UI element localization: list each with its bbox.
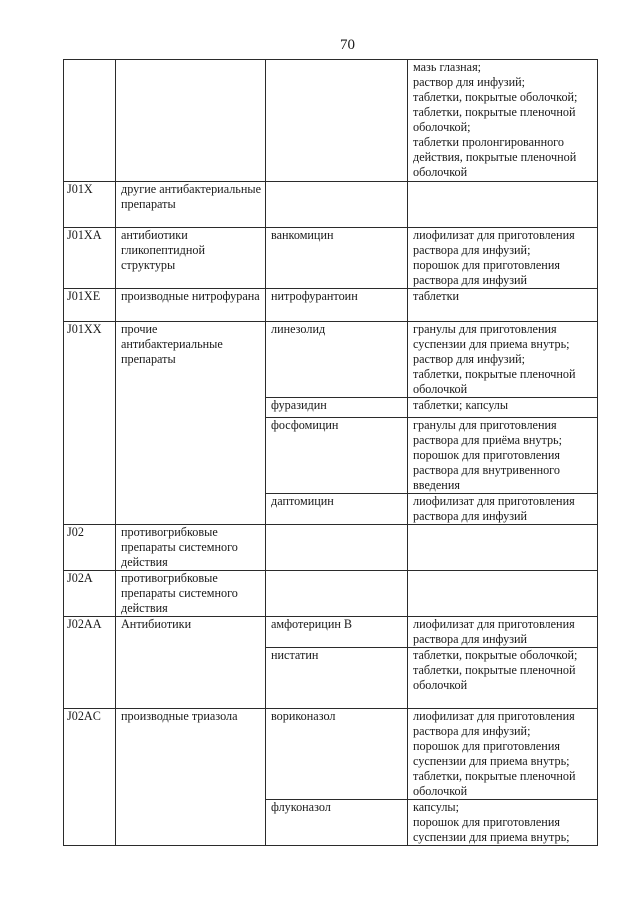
dosage-form: порошок для приготовления раствора для инфузий bbox=[413, 258, 560, 287]
table-row bbox=[64, 228, 598, 289]
table-row bbox=[64, 525, 598, 571]
drug-cell: линезолид bbox=[266, 322, 408, 398]
forms-cell bbox=[408, 418, 598, 494]
dosage-form: таблетки, покрытые пленочной оболочкой bbox=[413, 367, 576, 396]
forms-cell bbox=[408, 182, 598, 228]
drug-cell: нистатин bbox=[266, 648, 408, 709]
table-row bbox=[64, 709, 598, 800]
dosage-form: лиофилизат для приготовления раствора для инфузий; bbox=[413, 228, 575, 257]
forms-cell bbox=[408, 709, 598, 800]
drug-cell: амфотерицин В bbox=[266, 617, 408, 648]
group-cell: противогрибковые препараты системного действия bbox=[116, 525, 266, 571]
dosage-form: капсулы; bbox=[413, 800, 459, 814]
atc-code-cell: J02AC bbox=[64, 709, 116, 846]
forms-cell bbox=[408, 398, 598, 418]
drug-cell bbox=[266, 182, 408, 228]
drug-table bbox=[63, 59, 598, 846]
drug-cell: фуразидин bbox=[266, 398, 408, 418]
dosage-form: таблетки, покрытые оболочкой; bbox=[413, 90, 578, 104]
dosage-form: гранулы для приготовления суспензии для приема внутрь; bbox=[413, 322, 570, 351]
dosage-form: раствор для инфузий; bbox=[413, 75, 526, 89]
table-row bbox=[64, 571, 598, 617]
drug-cell: ванкомицин bbox=[266, 228, 408, 289]
drug-cell: фосфомицин bbox=[266, 418, 408, 494]
dosage-form: таблетки, покрытые пленочной оболочкой; bbox=[413, 105, 576, 134]
page-number: 70 bbox=[340, 37, 355, 53]
drug-cell: даптомицин bbox=[266, 494, 408, 525]
dosage-form: порошок для приготовления суспензии для приема внутрь; bbox=[413, 739, 570, 768]
group-cell: прочие антибактериальные препараты bbox=[116, 322, 266, 525]
group-cell: противогрибковые препараты системного действия bbox=[116, 571, 266, 617]
dosage-form: раствор для инфузий; bbox=[413, 352, 526, 366]
table-row bbox=[64, 617, 598, 648]
atc-code-cell: J01XX bbox=[64, 322, 116, 525]
forms-cell bbox=[408, 525, 598, 571]
table-row bbox=[64, 322, 598, 398]
dosage-form: порошок для приготовления раствора для внутривенного введения bbox=[413, 448, 560, 492]
group-cell: антибиотики гликопептидной структуры bbox=[116, 228, 266, 289]
dosage-form: мазь глазная; bbox=[413, 60, 482, 74]
group-cell: другие антибактериальные препараты bbox=[116, 182, 266, 228]
table-row bbox=[64, 182, 598, 228]
drug-cell bbox=[266, 60, 408, 182]
atc-code-cell: J02A bbox=[64, 571, 116, 617]
forms-cell bbox=[408, 289, 598, 322]
dosage-form: порошок для приготовления суспензии для приема внутрь; bbox=[413, 815, 570, 844]
dosage-form: таблетки, покрытые пленочной оболочкой bbox=[413, 769, 576, 798]
table-row bbox=[64, 289, 598, 322]
dosage-form: таблетки, покрытые оболочкой; bbox=[413, 648, 578, 662]
forms-cell bbox=[408, 228, 598, 289]
atc-code-cell: J02 bbox=[64, 525, 116, 571]
forms-cell bbox=[408, 494, 598, 525]
dosage-form: лиофилизат для приготовления раствора для инфузий; bbox=[413, 709, 575, 738]
drug-cell bbox=[266, 571, 408, 617]
forms-cell bbox=[408, 648, 598, 709]
atc-code-cell: J01X bbox=[64, 182, 116, 228]
drug-cell: вориконазол bbox=[266, 709, 408, 800]
group-cell: Антибиотики bbox=[116, 617, 266, 709]
dosage-form: таблетки bbox=[413, 289, 460, 303]
group-cell: производные триазола bbox=[116, 709, 266, 846]
atc-code-cell bbox=[64, 60, 116, 182]
drug-cell bbox=[266, 525, 408, 571]
dosage-form: таблетки пролонгированного действия, покрытые пленочной оболочкой bbox=[413, 135, 577, 179]
forms-cell bbox=[408, 60, 598, 182]
drug-cell: флуконазол bbox=[266, 800, 408, 846]
atc-code-cell: J02AA bbox=[64, 617, 116, 709]
forms-cell bbox=[408, 322, 598, 398]
table-row bbox=[64, 60, 598, 182]
forms-cell bbox=[408, 571, 598, 617]
dosage-form: гранулы для приготовления раствора для приёма внутрь; bbox=[413, 418, 563, 447]
forms-cell bbox=[408, 617, 598, 648]
dosage-form: лиофилизат для приготовления раствора для инфузий bbox=[413, 617, 575, 646]
drug-cell: нитрофурантоин bbox=[266, 289, 408, 322]
group-cell: производные нитрофурана bbox=[116, 289, 266, 322]
forms-cell bbox=[408, 800, 598, 846]
atc-code-cell: J01XA bbox=[64, 228, 116, 289]
atc-code-cell: J01XE bbox=[64, 289, 116, 322]
dosage-form: таблетки; капсулы bbox=[413, 398, 509, 412]
dosage-form: лиофилизат для приготовления раствора для инфузий bbox=[413, 494, 575, 523]
group-cell bbox=[116, 60, 266, 182]
dosage-form: таблетки, покрытые пленочной оболочкой bbox=[413, 663, 576, 692]
